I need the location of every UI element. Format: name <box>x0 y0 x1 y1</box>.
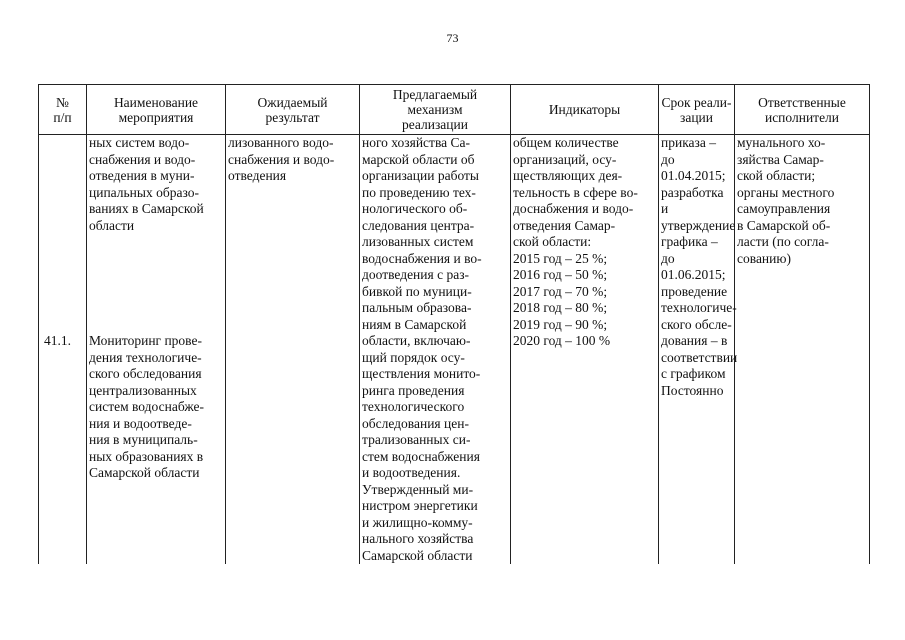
measures-table <box>38 84 870 564</box>
measure-name-continued: ных систем водо- снабжения и водо- отведения в муни- ципальных образо- ваниях в Самарской области <box>89 135 204 233</box>
cell-responsible <box>735 135 870 565</box>
header-responsible: Ответственные исполнители <box>735 85 870 135</box>
header-term: Срок реали- зации <box>659 85 735 135</box>
table-header-row <box>39 85 870 135</box>
measure-name-41-1: Мониторинг прове- дения технологиче- ского обследования централизованных систем водоснабже- ния и водоотведе- ния в муниципаль- ных образованиях в Самарской области <box>89 333 204 480</box>
header-mechanism: Предлагаемый механизм реализации <box>360 85 511 135</box>
table-row <box>39 135 870 565</box>
responsible-text: мунального хо- зяйства Самар- ской области; органы местного самоуправления в Самарской об- ласти (по согла- сованию) <box>737 135 835 266</box>
cell-mechanism <box>360 135 511 565</box>
mechanism-text: ного хозяйства Са- марской области об организации работы по проведению тех- нологического об- следования центра- лизованных систем водоснабжения и во- доотведения с раз- бивкой по муници- пальным образова- ниям в Самарской области, включаю- щий порядок осу- ществления монито- ринга проведения технологического обследования цен- трализованных си- стем водоснабжения и водоотведения. Утвержденный ми- нистром энергетики и жилищно-комму- нального хозяйства Самарской области <box>362 135 482 563</box>
indicators-text: общем количестве организаций, осу- ществляющих дея- тельность в сфере во- доснабжения и водо- отведения Самар- ской области: 2015 год – 25 %; 2016 год – 50 %; 2017 год – 70 %; 2018 год – 80 %; 2019 год – 90 %; 2020 год – 100 % <box>513 135 638 348</box>
cell-expected-result <box>226 135 360 565</box>
header-measure-name: Наименование мероприятия <box>87 85 226 135</box>
row-number-41-1: 41.1. <box>44 333 71 348</box>
header-num: № п/п <box>39 85 87 135</box>
cell-measure-name <box>87 135 226 565</box>
cell-indicators <box>511 135 659 565</box>
header-expected-result: Ожидаемый результат <box>226 85 360 135</box>
cell-term <box>659 135 738 565</box>
term-text: приказа – до 01.04.2015; разработка и утверждение графика – до 01.06.2015; проведение технологиче- ского обсле- дования – в соответствии с графиком Постоянно <box>661 135 738 398</box>
page-number: 73 <box>446 31 459 45</box>
expected-result-text: лизованного водо- снабжения и водо- отведения <box>228 135 335 183</box>
header-indicators: Индикаторы <box>511 85 659 135</box>
cell-num <box>39 135 87 565</box>
